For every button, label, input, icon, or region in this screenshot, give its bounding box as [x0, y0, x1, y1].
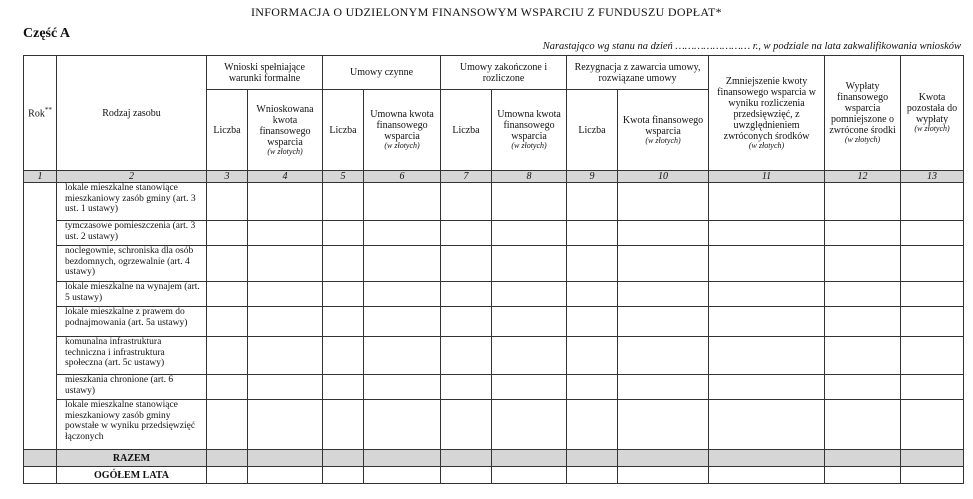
value-cell[interactable] — [825, 307, 901, 337]
header-liczba: Liczba — [441, 90, 492, 171]
value-cell[interactable] — [567, 183, 618, 221]
column-number: 5 — [323, 171, 364, 183]
value-cell[interactable] — [567, 337, 618, 375]
value-cell[interactable] — [441, 183, 492, 221]
value-cell[interactable] — [248, 183, 323, 221]
column-number: 12 — [825, 171, 901, 183]
value-cell[interactable] — [567, 246, 618, 282]
value-cell[interactable] — [441, 221, 492, 246]
header-rodzaj-zasobu: Rodzaj zasobu — [57, 56, 207, 171]
value-cell[interactable] — [709, 282, 825, 307]
value-cell[interactable] — [207, 183, 248, 221]
value-cell[interactable] — [248, 400, 323, 450]
value-cell[interactable] — [364, 221, 441, 246]
column-number: 1 — [24, 171, 57, 183]
value-cell[interactable] — [364, 400, 441, 450]
value-cell[interactable] — [323, 400, 364, 450]
razem-row — [24, 450, 964, 467]
value-cell[interactable] — [323, 307, 364, 337]
header-zmniejszenie: Zmniejszenie kwoty finansowego wsparcia w wyniku rozliczenia przedsięwzięć, z uwzględnieniem zwróconych środków (w złotych) — [709, 56, 825, 171]
value-cell[interactable] — [618, 282, 709, 307]
value-cell[interactable] — [441, 337, 492, 375]
table-row — [24, 221, 964, 246]
value-cell[interactable] — [441, 307, 492, 337]
header-umowy-czynne: Umowy czynne — [323, 56, 441, 90]
value-cell[interactable] — [492, 307, 567, 337]
header-umowna-kwota: Umowna kwota finansowego wsparcia (w złotych) — [364, 90, 441, 171]
value-cell[interactable] — [618, 375, 709, 400]
value-cell[interactable] — [567, 282, 618, 307]
value-cell[interactable] — [441, 375, 492, 400]
value-cell[interactable] — [364, 375, 441, 400]
value-cell[interactable] — [364, 307, 441, 337]
value-cell[interactable] — [618, 337, 709, 375]
value-cell[interactable] — [492, 183, 567, 221]
value-cell[interactable] — [901, 282, 964, 307]
value-cell[interactable] — [567, 221, 618, 246]
table-row — [24, 337, 964, 375]
rodzaj-zasobu-cell: lokale mieszkalne stanowiące mieszkaniowy zasób gminy (art. 3 ust. 1 ustawy) — [57, 183, 207, 221]
value-cell[interactable] — [248, 307, 323, 337]
header-kwota-pozostala: Kwota pozostała do wypłaty (w złotych) — [901, 56, 964, 171]
header-liczba: Liczba — [323, 90, 364, 171]
column-number: 10 — [618, 171, 709, 183]
value-cell[interactable] — [618, 183, 709, 221]
header-rok: Rok** — [24, 56, 57, 171]
rok-cell[interactable] — [24, 183, 57, 450]
value-cell[interactable] — [207, 375, 248, 400]
value-cell[interactable] — [207, 307, 248, 337]
value-cell[interactable] — [441, 400, 492, 450]
value-cell[interactable] — [825, 183, 901, 221]
value-cell[interactable] — [364, 282, 441, 307]
column-number: 4 — [248, 171, 323, 183]
value-cell[interactable] — [207, 246, 248, 282]
value-cell[interactable] — [207, 221, 248, 246]
value-cell[interactable] — [323, 337, 364, 375]
column-number-row — [24, 171, 964, 183]
value-cell[interactable] — [709, 183, 825, 221]
part-label: Część A — [23, 26, 71, 41]
value-cell[interactable] — [901, 183, 964, 221]
value-cell[interactable] — [323, 246, 364, 282]
value-cell[interactable] — [323, 375, 364, 400]
table-row — [24, 282, 964, 307]
value-cell[interactable] — [901, 375, 964, 400]
rodzaj-zasobu-cell: mieszkania chronione (art. 6 ustawy) — [57, 375, 207, 400]
column-number: 8 — [492, 171, 567, 183]
column-number: 11 — [709, 171, 825, 183]
rodzaj-zasobu-cell: tymczasowe pomieszczenia (art. 3 ust. 2 ustawy) — [57, 221, 207, 246]
table-row — [24, 400, 964, 450]
header-rezygnacja: Rezygnacja z zawarcia umowy, rozwiązane umowy — [567, 56, 709, 90]
value-cell[interactable] — [364, 183, 441, 221]
header-liczba: Liczba — [207, 90, 248, 171]
support-table — [23, 55, 964, 484]
ogolem-row — [24, 467, 964, 484]
rodzaj-zasobu-cell: lokale mieszkalne na wynajem (art. 5 ustawy) — [57, 282, 207, 307]
value-cell[interactable] — [901, 400, 964, 450]
column-number: 9 — [567, 171, 618, 183]
value-cell[interactable] — [248, 221, 323, 246]
value-cell[interactable] — [709, 307, 825, 337]
value-cell[interactable] — [618, 221, 709, 246]
value-cell[interactable] — [492, 337, 567, 375]
value-cell[interactable] — [323, 282, 364, 307]
value-cell[interactable] — [248, 375, 323, 400]
value-cell[interactable] — [901, 246, 964, 282]
value-cell[interactable] — [901, 307, 964, 337]
value-cell[interactable] — [618, 246, 709, 282]
value-cell[interactable] — [567, 400, 618, 450]
table-row — [24, 183, 964, 221]
value-cell[interactable] — [825, 246, 901, 282]
header-umowy-zakonczone: Umowy zakończone i rozliczone — [441, 56, 567, 90]
header-umowna-kwota-2: Umowna kwota finansowego wsparcia (w złotych) — [492, 90, 567, 171]
value-cell[interactable] — [825, 282, 901, 307]
table-row — [24, 246, 964, 282]
column-number: 6 — [364, 171, 441, 183]
value-cell[interactable] — [709, 375, 825, 400]
value-cell[interactable] — [901, 337, 964, 375]
header-kwota-finansowego: Kwota finansowego wsparcia (w złotych) — [618, 90, 709, 171]
value-cell[interactable] — [492, 400, 567, 450]
rodzaj-zasobu-cell: komunalna infrastruktura techniczna i infrastruktura społeczna (art. 5c ustawy) — [57, 337, 207, 375]
value-cell[interactable] — [248, 337, 323, 375]
value-cell[interactable] — [441, 246, 492, 282]
value-cell[interactable] — [901, 221, 964, 246]
column-number: 7 — [441, 171, 492, 183]
value-cell[interactable] — [248, 282, 323, 307]
value-cell[interactable] — [492, 246, 567, 282]
ogolem-label: OGÓŁEM LATA — [57, 467, 207, 484]
value-cell[interactable] — [492, 282, 567, 307]
value-cell[interactable] — [825, 375, 901, 400]
value-cell[interactable] — [709, 246, 825, 282]
value-cell[interactable] — [709, 400, 825, 450]
header-wnioskowana-kwota: Wnioskowana kwota finansowego wsparcia (w złotych) — [248, 90, 323, 171]
value-cell[interactable] — [567, 375, 618, 400]
column-number: 13 — [901, 171, 964, 183]
value-cell[interactable] — [492, 375, 567, 400]
value-cell[interactable] — [207, 282, 248, 307]
value-cell[interactable] — [207, 337, 248, 375]
header-wnioski: Wnioski spełniające warunki formalne — [207, 56, 323, 90]
document-title: INFORMACJA O UDZIELONYM FINANSOWYM WSPARCIU Z FUNDUSZU DOPŁAT* — [251, 5, 722, 19]
value-cell[interactable] — [618, 307, 709, 337]
value-cell[interactable] — [709, 221, 825, 246]
rodzaj-zasobu-cell: noclegownie, schroniska dla osób bezdomnych, ogrzewalnie (art. 4 ustawy) — [57, 246, 207, 282]
value-cell[interactable] — [492, 221, 567, 246]
table-row — [24, 375, 964, 400]
value-cell[interactable] — [323, 221, 364, 246]
value-cell[interactable] — [825, 337, 901, 375]
value-cell[interactable] — [618, 400, 709, 450]
date-subtitle: Narastająco wg stanu na dzień …………………… r., w podziale na lata zakwalifikowania wniosków — [542, 41, 961, 52]
rodzaj-zasobu-cell: lokale mieszkalne z prawem do podnajmowania (art. 5a ustawy) — [57, 307, 207, 337]
value-cell[interactable] — [323, 183, 364, 221]
value-cell[interactable] — [709, 337, 825, 375]
value-cell[interactable] — [364, 337, 441, 375]
value-cell[interactable] — [207, 400, 248, 450]
rodzaj-zasobu-cell: lokale mieszkalne stanowiące mieszkaniowy zasób gminy powstałe w wyniku przedsięwzięć łączonych — [57, 400, 207, 450]
header-wyplaty: Wypłaty finansowego wsparcia pomniejszone o zwrócone środki (w złotych) — [825, 56, 901, 171]
column-number: 3 — [207, 171, 248, 183]
header-liczba: Liczba — [567, 90, 618, 171]
value-cell[interactable] — [825, 400, 901, 450]
value-cell[interactable] — [441, 282, 492, 307]
value-cell[interactable] — [825, 221, 901, 246]
table-row — [24, 307, 964, 337]
column-number: 2 — [57, 171, 207, 183]
value-cell[interactable] — [567, 307, 618, 337]
value-cell[interactable] — [248, 246, 323, 282]
razem-label: RAZEM — [57, 450, 207, 467]
value-cell[interactable] — [364, 246, 441, 282]
